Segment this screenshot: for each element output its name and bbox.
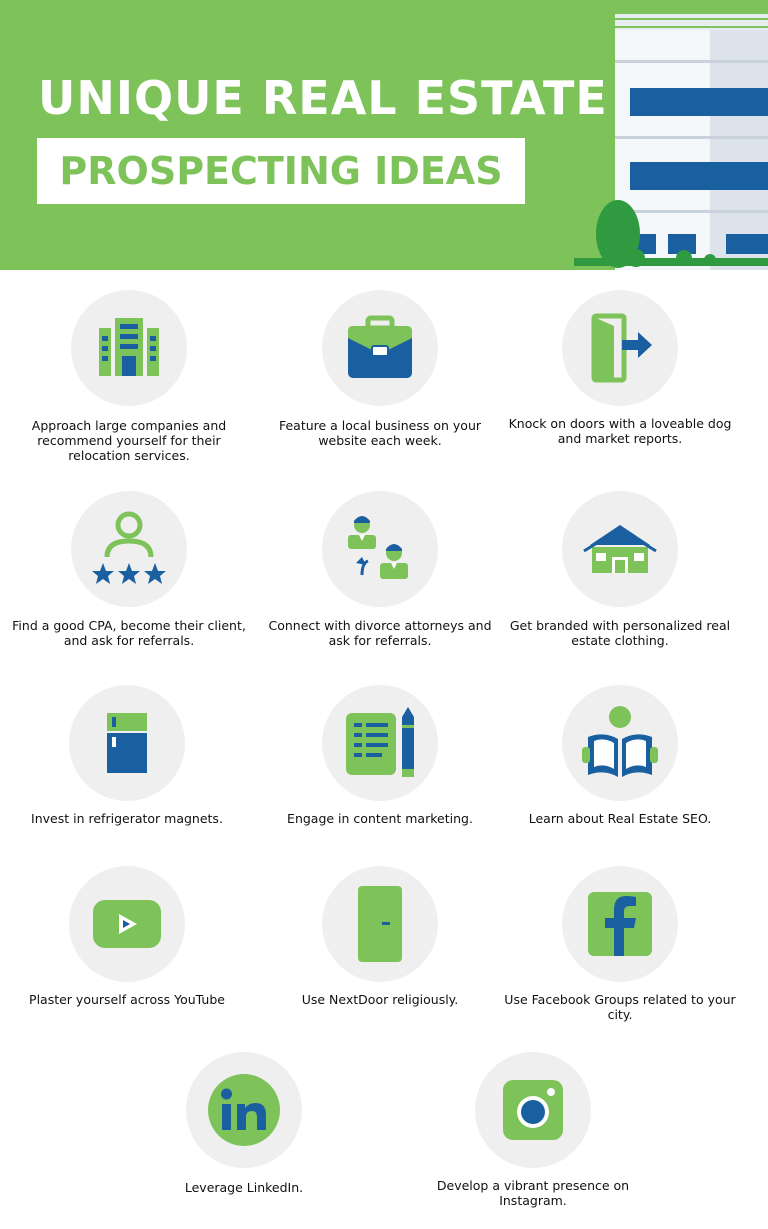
briefcase-icon xyxy=(344,312,416,384)
linkedin-icon xyxy=(206,1072,282,1148)
idea-text: Feature a local business on your website each week. xyxy=(278,418,482,448)
icon-circle xyxy=(322,685,438,801)
idea-text: Use NextDoor religiously. xyxy=(301,992,459,1007)
idea-text: Leverage LinkedIn. xyxy=(184,1180,304,1195)
idea-text: Use Facebook Groups related to your city. xyxy=(504,992,736,1022)
idea-text: Learn about Real Estate SEO. xyxy=(528,811,712,826)
idea-text: Plaster yourself across YouTube xyxy=(29,992,225,1007)
idea-text: Find a good CPA, become their client, and ask for referrals. xyxy=(12,618,246,648)
person-rating-icon xyxy=(91,511,167,587)
idea-text: Knock on doors with a loveable dog and market reports. xyxy=(508,416,732,446)
icon-circle xyxy=(322,290,438,406)
facebook-icon xyxy=(582,886,658,962)
page-title: UNIQUE REAL ESTATE xyxy=(38,71,608,125)
idea-text: Invest in refrigerator magnets. xyxy=(31,811,223,826)
icon-circle xyxy=(69,866,185,982)
idea-text: Connect with divorce attorneys and ask for referrals. xyxy=(268,618,492,648)
icon-circle xyxy=(186,1052,302,1168)
office-building-icon xyxy=(93,312,165,384)
header-banner xyxy=(0,0,768,270)
icon-circle xyxy=(475,1052,591,1168)
refrigerator-icon xyxy=(91,707,163,779)
youtube-icon xyxy=(89,886,165,962)
door-icon xyxy=(342,886,418,962)
idea-text: Engage in content marketing. xyxy=(287,811,473,826)
icon-circle xyxy=(71,491,187,607)
reader-icon xyxy=(582,705,658,781)
idea-text: Get branded with personalized real estate clothing. xyxy=(509,618,731,648)
people-connect-icon xyxy=(342,511,418,587)
house-icon xyxy=(582,511,658,587)
idea-text: Approach large companies and recommend yourself for their relocation services. xyxy=(31,418,227,463)
document-pencil-icon xyxy=(342,705,418,781)
icon-circle xyxy=(562,866,678,982)
building-illustration xyxy=(560,0,768,270)
icon-circle xyxy=(69,685,185,801)
page-subtitle: PROSPECTING IDEAS xyxy=(59,149,503,193)
idea-text: Develop a vibrant presence on Instagram. xyxy=(436,1178,630,1208)
icon-circle xyxy=(71,290,187,406)
door-exit-icon xyxy=(584,312,656,384)
icon-circle xyxy=(562,290,678,406)
instagram-icon xyxy=(497,1074,569,1146)
subtitle-box xyxy=(37,138,525,204)
icon-circle xyxy=(562,685,678,801)
icon-circle xyxy=(562,491,678,607)
icon-circle xyxy=(322,491,438,607)
icon-circle xyxy=(322,866,438,982)
